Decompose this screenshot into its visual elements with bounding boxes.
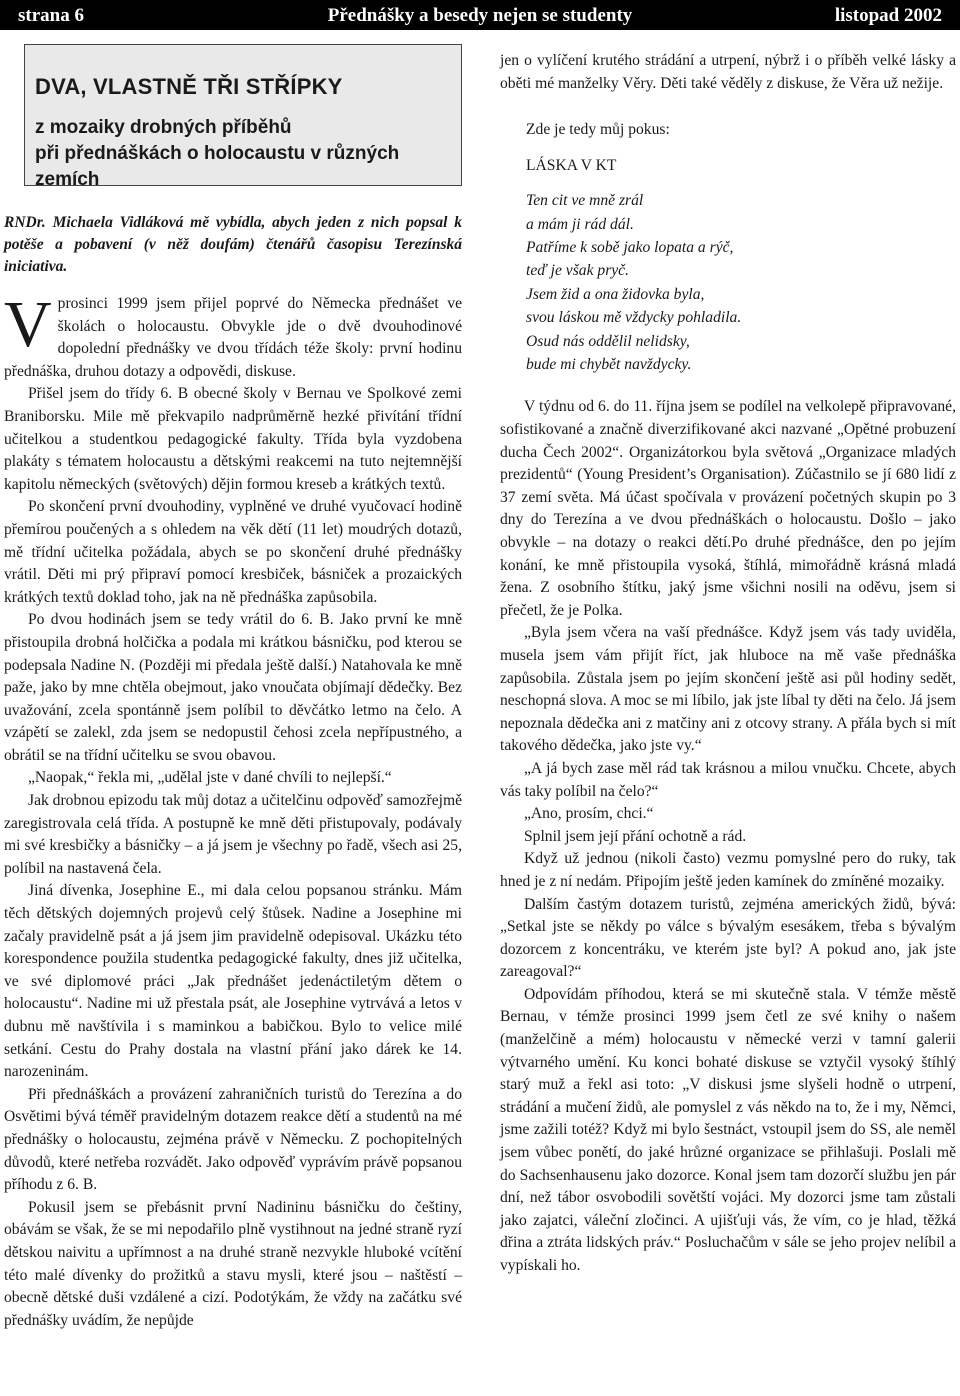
poem-title: LÁSKA V KT	[526, 157, 617, 175]
paragraph: Splnil jsem její přání ochotně a rád.	[524, 827, 747, 845]
paragraph: V týdnu od 6. do 11. října jsem se podílel na velkolepě připravované, sofistikované a značně diverzifikované akci nazvané „Opětné probuzení ducha Čech 2002“. Organizátorkou byla světová „Organizace mladých prezidentů“ (Young President’s Organisation). Zúčastnilo se jí 680 lidí z 37 zemí světa. Má účast spočívala v provázení početných skupin po 3 dny do Terezína a ve dvou přednáškách o holocaustu. Došlo – jako obvykle – na dotazy o reakci dětí.Po druhé přednášce, den po jejím konání, ke mně přistoupila vysoká, štíhlá, mimořádně krásná mladá žena. Z osobního štítku, jaký jsme všichni nosili na oděvu, jsem si přečetl, že je Polka.	[500, 398, 956, 619]
article-subtitle-line2: při přednáškách o holocaustu v různých zemích	[35, 143, 400, 190]
paragraph: Přišel jsem do třídy 6. B obecné školy v Bernau ve Spolkové zemi Braniborsku. Mile mě překvapilo nadprůměrně hezké přivítání třídní učitelkou a studentkou pedagogické fakulty. Třída byla vyzdobena plakáty s tématem holocaustu a dětskými reakcemi na tuto nejtemnější kapitolu německých (světových) dějin formou kreseb a krátkých textů.	[4, 385, 462, 493]
paragraph: Když už jednou (nikoli často) vezmu pomyslné pero do ruky, tak hned je z ní nedám. Připojím ještě jeden kamínek do zmíněné mozaiky.	[500, 850, 956, 890]
paragraph: Jiná dívenka, Josephine E., mi dala celou popsanou stránku. Mám těch dětských dojemných projevů celý štůsek. Nadine a Josephine mi začaly pravidelně psát a já jsem jim pravidelně odepisoval. Ukázku této korespondence použila studentka pedagogické fakulty, dnes již učitelka, ve své diplomové práci „Jak přednášet jedenáctiletým dětem o holocaustu“. Nadine mi už přestala psát, ale Josephine vytrvává a letos v dubnu mě navštívila i s maminkou a babičkou. Bylo to velice milé setkání. Cestu do Prahy dostala na vlastní přání jako dárek ke 14. narozeninám.	[4, 882, 462, 1081]
paragraph: „Naopak,“ řekla mi, „udělal jste v dané chvíli to nejlepší.“	[28, 769, 392, 787]
paragraph: Vprosinci 1999 jsem přijel poprvé do Německa přednášet ve školách o holocaustu. Obvykle jde o dvě dvouhodinové dopolední přednášky ve dvou třídách téže školy: první hodinu přednáška, druhou dotazy a odpovědi, diskuse.	[4, 288, 462, 380]
poem	[526, 189, 956, 376]
paragraph: Po dvou hodinách jsem se tedy vrátil do 6. B. Jako první ke mně přistoupila drobná holčička a podala mi krátkou básničku, pod kterou se podepsala Nadine N. (Později mi předala ještě další.) Natahovala ke mně paže, jako by mne chtěla obejmout, jako vnoučata objímají dědečky. Bez uvažování, zcela spontánně jsem políbil to děvčátko letmo na čelo. A vzápětí se zalekl, zda jsem se nedopustil čehosi zcela nepřípustného, a obrátil se na třídní učitelku se svou obavou.	[4, 611, 462, 764]
paragraph: Při přednáškách a provázení zahraničních turistů do Terezína a do Osvětimi bývá téměř pravidelným dotazem reakce dětí a studentů na mé přednášky o holocaustu, zejména právě v Německu. Z pochopitelných důvodů, které netřeba rozvádět. Jako odpověď vyprávím právě popsanou příhodu z 6. B.	[4, 1085, 462, 1194]
right-column	[500, 50, 956, 1278]
page-header	[0, 0, 960, 30]
paragraph: jen o vylíčení krutého strádání a utrpení, nýbrž i o příběh velké lásky a oběti mé manželky Věry. Děti také věděly z diskuse, že Věra už nežije.	[500, 52, 956, 92]
poem-line: teď je však pryč.	[526, 262, 630, 280]
paragraph: Pokusil jsem se přebásnit první Nadininu básničku do češtiny, obávám se však, že se mi nepodařilo plně vystihnout na jedné straně ryzí dětskou naivitu a upřímnost a na druhé straně nezvykle hluboké vcítění této malé dívenky do prožitků a stavu mysli, které jsou – naštěstí – obecně dětské duši vzdálené a cizí. Podotýkám, že vždy na začátku své přednášky uvádím, že nepůjde	[4, 1198, 462, 1329]
poem-line: bude mi chybět navždycky.	[526, 356, 692, 374]
paragraph: Odpovídám příhodou, která se mi skutečně stala. V témže městě Bernau, v témže prosinci 1999 jsem četl ze své knihy o našem (manželčině a mém) holocaustu v německé verzi v tamní galerii výtvarného umění. Ku konci bohaté diskuse se vztyčil vysoký štíhlý starý muž a řekl asi toto: „V diskusi jsme slyšeli hodně o utrpení, strádání a mučení židů, ale pomyslel z vás někdo na to, že i my, Němci, jsme zažili totéž? Když mi bylo šestnáct, vstoupil jsem do SS, ale neměl jsem vůbec ponětí, do jaké hrůzné organizace se přihlašuji. Poslali mě do Sachsenhausenu jako dozorce. Konal jsem tam dozorčí službu jen pár dní, než tábor osvobodili sovětští vojáci. My dozorci jsme tam zůstali jako zajatci, váleční zločinci. A ujišťuji vás, že vím, co je hlad, těžká dřina a ztráta lidských práv.“ Posluchačům v sále se jeho projev nelíbil a vypískali ho.	[500, 985, 956, 1274]
paragraph: „Ano, prosím, chci.“	[524, 805, 654, 823]
paragraph: Dalším častým dotazem turistů, zejména amerických židů, bývá: „Setkal jste se někdy po válce s bývalým esesákem, třeba s bývalým dozorcem z koncentráku, ve kterém jste byl? A pokud ano, jak jste zareagoval?“	[500, 895, 956, 981]
poem-line: a mám ji rád dál.	[526, 215, 634, 233]
section-title: Přednášky a besedy nejen se studenty	[327, 5, 633, 26]
poem-line: Osud nás oddělil nelidsky,	[526, 332, 690, 350]
poem-line: Patříme k sobě jako lopata a rýč,	[526, 239, 734, 256]
paragraph: Jak drobnou epizodu tak můj dotaz a učitelčinu odpověď samozřejmě zaregistrovala celá třída. A postupně ke mně děti přistupovaly, podávaly mi své kresbičky a básničky – a já jsem je všechny po řadě, všech asi 25, políbil na nastavená čela.	[4, 792, 463, 877]
article-title: DVA, VLASTNĚ TŘI STŘÍPKY	[35, 74, 343, 99]
article-subtitle-line1: z mozaiky drobných příběhů	[35, 117, 292, 138]
page-number: strana 6	[18, 5, 84, 26]
paragraph: „A já bych zase měl rád tak krásnou a milou vnučku. Chcete, abych vás taky políbil na čelo?“	[500, 759, 956, 800]
poem-line: Jsem žid a ona židovka byla,	[526, 285, 705, 303]
issue-date: listopad 2002	[834, 5, 942, 26]
poem-line: Ten cit ve mně zrál	[526, 192, 644, 210]
paragraph: „Byla jsem včera na vaší přednášce. Když jsem vás tady uviděla, musela jsem vám přijít říct, jak hluboce na mě vaše přednáška zapůsobila. Zůstala jsem po jejím skončení ještě asi půl hodiny sedět, neschopná slova. A moc se mi líbilo, jak jste líbal ty děti na čelo. Já jsem nepoznala dědečka ani z matčiny ani z otcovy strany. A přála bych si mít takového dědečka, jako jste vy.“	[500, 624, 956, 755]
article-title-box	[24, 44, 462, 190]
left-column	[4, 288, 463, 1332]
poem-line: svou láskou mě vždycky pohladila.	[526, 309, 742, 327]
article-lead: RNDr. Michaela Vidláková mě vybídla, abych jeden z nich popsal k potěše a pobavení (v něž doufám) čtenářů časopisu Terezínská iniciativa.	[4, 214, 462, 275]
drop-cap: V	[4, 288, 52, 361]
paragraph: Po skončení první dvouhodiny, vyplněné ve druhé vyučovací hodině přemírou poučených a s ohledem na věk dětí (11 let) moudrých dotazů, mě třídní učitelka požádala, abych se po skončení druhé přednášky vrátil. Děti mi prý připraví pomocí kresbiček, básniček a prozaických krátkých textů doklad toho, jak na ně přednáška zapůsobila.	[4, 498, 462, 606]
poem-intro: Zde je tedy můj pokus:	[526, 121, 670, 139]
